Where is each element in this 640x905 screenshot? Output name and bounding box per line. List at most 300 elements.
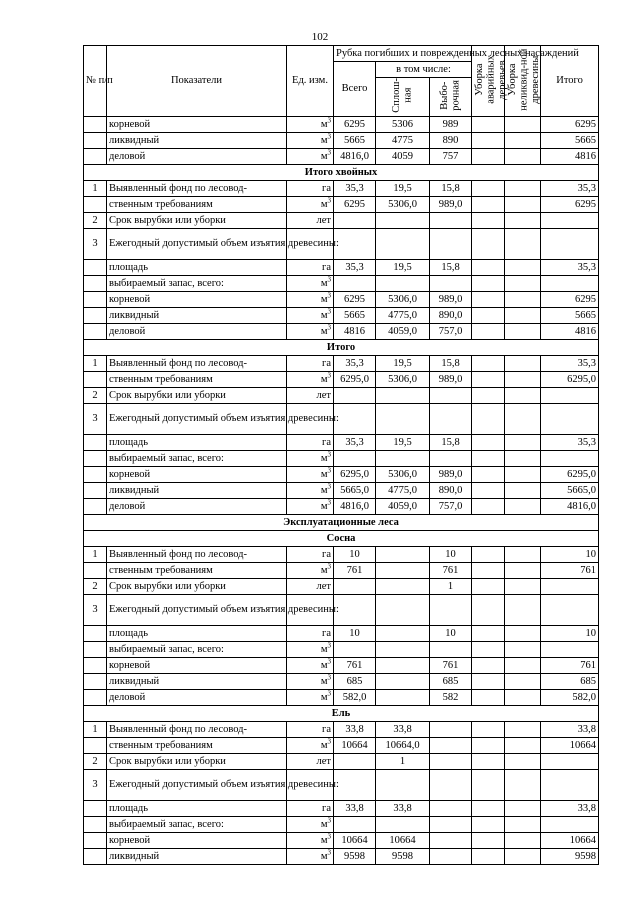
table-row (84, 498, 599, 514)
cell-sum: 33,8 (541, 800, 599, 816)
row-unit (287, 641, 334, 657)
unit-text: га (322, 436, 331, 448)
table-row (84, 387, 599, 403)
unit-text: м (320, 564, 328, 576)
row-unit (287, 275, 334, 291)
cell-clear: 4059,0 (376, 498, 430, 514)
unit-text: лет (316, 580, 331, 592)
unit-text: м (320, 150, 328, 162)
table-row (84, 355, 599, 371)
cell-selective: 15,8 (430, 259, 472, 275)
row-label: деловой (107, 498, 287, 514)
cell-illiquid (505, 641, 541, 657)
table-row (84, 196, 599, 212)
row-label: ликвидный (107, 848, 287, 864)
cell-total: 35,3 (334, 259, 376, 275)
cell-illiquid (505, 800, 541, 816)
cell-selective (430, 816, 472, 832)
row-number (84, 307, 107, 323)
unit-text: м (320, 739, 328, 751)
cell-illiquid (505, 769, 541, 800)
table-row (84, 594, 599, 625)
cell-clear (376, 578, 430, 594)
cell-selective: 582 (430, 689, 472, 705)
cell-sum: 761 (541, 562, 599, 578)
section-title: Сосна (84, 530, 599, 546)
row-unit (287, 562, 334, 578)
cell-emergency (472, 403, 505, 434)
cell-total: 35,3 (334, 355, 376, 371)
row-number (84, 132, 107, 148)
unit-superscript: 3 (327, 275, 331, 284)
cell-clear (376, 403, 430, 434)
cell-total: 582,0 (334, 689, 376, 705)
row-unit (287, 721, 334, 737)
table-row (84, 259, 599, 275)
table-row (84, 562, 599, 578)
cell-total: 6295 (334, 291, 376, 307)
row-label: Выявленный фонд по лесовод- (107, 180, 287, 196)
cell-sum: 10664 (541, 832, 599, 848)
unit-superscript: 3 (327, 132, 331, 141)
cell-illiquid (505, 594, 541, 625)
table-row (84, 482, 599, 498)
section-title: Итого (84, 339, 599, 355)
cell-illiquid (505, 371, 541, 387)
table-row (84, 132, 599, 148)
cell-clear: 19,5 (376, 355, 430, 371)
table-row (84, 625, 599, 641)
unit-text: м (320, 500, 328, 512)
cell-selective (430, 848, 472, 864)
cell-emergency (472, 498, 505, 514)
cell-illiquid (505, 434, 541, 450)
cell-sum: 9598 (541, 848, 599, 864)
cell-sum: 6295 (541, 116, 599, 132)
row-number: 2 (84, 212, 107, 228)
cell-selective: 15,8 (430, 434, 472, 450)
cell-total: 685 (334, 673, 376, 689)
cell-illiquid (505, 275, 541, 291)
cell-sum: 5665 (541, 307, 599, 323)
cell-emergency (472, 434, 505, 450)
cell-sum (541, 387, 599, 403)
cell-sum: 10 (541, 546, 599, 562)
unit-text: м (320, 309, 328, 321)
table-row (84, 307, 599, 323)
row-label: Ежегодный допустимый объем изъятия древесины: (107, 594, 287, 625)
cell-total: 10 (334, 625, 376, 641)
row-number (84, 657, 107, 673)
cell-clear (376, 546, 430, 562)
unit-superscript: 3 (327, 737, 331, 746)
row-label: Срок вырубки или уборки (107, 387, 287, 403)
row-number (84, 259, 107, 275)
row-label: Срок вырубки или уборки (107, 578, 287, 594)
unit-text: м (320, 134, 328, 146)
cell-clear: 5306,0 (376, 466, 430, 482)
unit-text: м (320, 675, 328, 687)
cell-selective (430, 403, 472, 434)
header-grand-total: Итого (541, 46, 599, 117)
row-unit (287, 689, 334, 705)
cell-emergency (472, 355, 505, 371)
row-number: 1 (84, 355, 107, 371)
unit-superscript: 3 (327, 291, 331, 300)
unit-text: м (320, 293, 328, 305)
unit-superscript: 3 (327, 466, 331, 475)
cell-total (334, 816, 376, 832)
table-row (84, 657, 599, 673)
row-label: Срок вырубки или уборки (107, 753, 287, 769)
cell-clear: 19,5 (376, 180, 430, 196)
row-number (84, 434, 107, 450)
cell-emergency (472, 387, 505, 403)
header-selective: Выбо-рочная (438, 80, 462, 111)
cell-sum (541, 641, 599, 657)
cell-sum: 5665,0 (541, 482, 599, 498)
unit-text: га (322, 802, 331, 814)
row-label: ственным требованиям (107, 737, 287, 753)
page-number: 102 (311, 31, 329, 43)
row-unit (287, 546, 334, 562)
row-label: выбираемый запас, всего: (107, 275, 287, 291)
cell-emergency (472, 641, 505, 657)
cell-illiquid (505, 307, 541, 323)
cell-sum: 6295,0 (541, 371, 599, 387)
unit-superscript: 3 (327, 148, 331, 157)
row-number: 1 (84, 546, 107, 562)
cell-emergency (472, 148, 505, 164)
cell-illiquid (505, 196, 541, 212)
cell-selective: 890 (430, 132, 472, 148)
row-label: корневой (107, 832, 287, 848)
cell-total: 4816 (334, 323, 376, 339)
row-unit (287, 466, 334, 482)
cell-total: 10664 (334, 832, 376, 848)
cell-illiquid (505, 403, 541, 434)
cell-sum: 761 (541, 657, 599, 673)
cell-emergency (472, 212, 505, 228)
cell-clear (376, 625, 430, 641)
row-label: ликвидный (107, 482, 287, 498)
cell-selective: 989,0 (430, 371, 472, 387)
cell-selective: 1 (430, 578, 472, 594)
cell-clear: 33,8 (376, 800, 430, 816)
row-label: деловой (107, 689, 287, 705)
cell-clear: 4775,0 (376, 482, 430, 498)
row-unit (287, 753, 334, 769)
cell-emergency (472, 450, 505, 466)
cell-emergency (472, 466, 505, 482)
cell-illiquid (505, 721, 541, 737)
cell-emergency (472, 180, 505, 196)
section-title: Эксплуатационные леса (84, 514, 599, 530)
row-unit (287, 816, 334, 832)
cell-selective: 761 (430, 562, 472, 578)
row-unit (287, 371, 334, 387)
cell-illiquid (505, 625, 541, 641)
header-emergency-cell (472, 46, 509, 117)
cell-selective (430, 737, 472, 753)
row-label: деловой (107, 148, 287, 164)
row-number (84, 737, 107, 753)
row-unit (287, 848, 334, 864)
row-number (84, 466, 107, 482)
cell-clear: 4775,0 (376, 307, 430, 323)
row-label: площадь (107, 625, 287, 641)
row-number: 3 (84, 594, 107, 625)
section-title: Итого хвойных (84, 164, 599, 180)
row-label: деловой (107, 323, 287, 339)
row-number (84, 848, 107, 864)
cell-clear: 10664 (376, 832, 430, 848)
cell-total: 33,8 (334, 800, 376, 816)
row-number (84, 689, 107, 705)
row-number (84, 482, 107, 498)
row-unit (287, 737, 334, 753)
row-unit (287, 657, 334, 673)
row-number: 1 (84, 721, 107, 737)
table-row (84, 275, 599, 291)
cell-clear: 33,8 (376, 721, 430, 737)
cell-selective: 890,0 (430, 307, 472, 323)
unit-superscript: 3 (327, 657, 331, 666)
cell-total (334, 275, 376, 291)
unit-superscript: 3 (327, 673, 331, 682)
cell-sum: 35,3 (541, 259, 599, 275)
cell-selective: 989,0 (430, 196, 472, 212)
unit-superscript: 3 (327, 323, 331, 332)
cell-total: 35,3 (334, 434, 376, 450)
cell-sum: 4816,0 (541, 498, 599, 514)
cell-total: 6295 (334, 116, 376, 132)
cell-illiquid (505, 657, 541, 673)
cell-emergency (472, 689, 505, 705)
cell-sum: 6295 (541, 196, 599, 212)
row-label: ственным требованиям (107, 371, 287, 387)
cell-total: 5665,0 (334, 482, 376, 498)
cell-sum (541, 753, 599, 769)
row-number (84, 800, 107, 816)
cell-total: 10664 (334, 737, 376, 753)
cell-emergency (472, 721, 505, 737)
cell-total: 35,3 (334, 180, 376, 196)
cell-sum: 6295 (541, 291, 599, 307)
row-number (84, 275, 107, 291)
cell-illiquid (505, 132, 541, 148)
unit-text: га (322, 357, 331, 369)
cell-emergency (472, 673, 505, 689)
row-number: 3 (84, 769, 107, 800)
cell-total: 5665 (334, 132, 376, 148)
section-row (84, 339, 599, 355)
cell-clear (376, 673, 430, 689)
cell-clear (376, 212, 430, 228)
unit-text: га (322, 182, 331, 194)
cell-selective: 10 (430, 625, 472, 641)
row-label: площадь (107, 434, 287, 450)
cell-total: 9598 (334, 848, 376, 864)
row-number: 2 (84, 578, 107, 594)
table-row (84, 546, 599, 562)
row-label: площадь (107, 259, 287, 275)
cell-illiquid (505, 848, 541, 864)
cell-sum (541, 816, 599, 832)
row-number (84, 673, 107, 689)
cell-selective (430, 800, 472, 816)
cell-total (334, 228, 376, 259)
cell-emergency (472, 259, 505, 275)
cell-sum (541, 212, 599, 228)
cell-sum: 4816 (541, 148, 599, 164)
cell-total (334, 753, 376, 769)
cell-emergency (472, 816, 505, 832)
table-row (84, 228, 599, 259)
row-number: 1 (84, 180, 107, 196)
cell-emergency (472, 482, 505, 498)
cell-emergency (472, 562, 505, 578)
unit-text: лет (316, 755, 331, 767)
cell-emergency (472, 196, 505, 212)
unit-superscript: 3 (327, 816, 331, 825)
cell-illiquid (505, 562, 541, 578)
cell-selective (430, 450, 472, 466)
table-body (84, 116, 599, 864)
cell-emergency (472, 307, 505, 323)
section-title: Ель (84, 705, 599, 721)
header-felling-group: Рубка погибших и поврежденных лесных насаждений (334, 46, 472, 62)
cell-clear (376, 562, 430, 578)
cell-total (334, 769, 376, 800)
header-total: Всего (334, 62, 376, 117)
table-row (84, 769, 599, 800)
section-row (84, 530, 599, 546)
cell-illiquid (505, 355, 541, 371)
row-label: Ежегодный допустимый объем изъятия древесины: (107, 403, 287, 434)
cell-selective: 989,0 (430, 466, 472, 482)
table-row (84, 450, 599, 466)
row-unit (287, 673, 334, 689)
cell-clear: 4775 (376, 132, 430, 148)
header-emergency: Уборка аварийных деревьев (474, 55, 509, 104)
unit-text: м (320, 850, 328, 862)
row-unit (287, 259, 334, 275)
row-label: площадь (107, 800, 287, 816)
cell-total (334, 641, 376, 657)
cell-sum (541, 578, 599, 594)
table-row (84, 800, 599, 816)
cell-selective (430, 228, 472, 259)
row-unit (287, 800, 334, 816)
table-row (84, 816, 599, 832)
header-illiquid-cell (505, 46, 541, 117)
section-row (84, 705, 599, 721)
unit-text: м (320, 484, 328, 496)
row-label: ликвидный (107, 307, 287, 323)
table-row (84, 641, 599, 657)
header-illiquid: Уборка неликвид-ной древесины (507, 48, 542, 111)
cell-emergency (472, 753, 505, 769)
cell-clear (376, 641, 430, 657)
cell-sum: 685 (541, 673, 599, 689)
cell-sum: 35,3 (541, 180, 599, 196)
row-number (84, 498, 107, 514)
header-clear: Сплош-ная (390, 78, 414, 113)
table-row (84, 578, 599, 594)
cell-illiquid (505, 753, 541, 769)
cell-selective: 15,8 (430, 355, 472, 371)
cell-illiquid (505, 737, 541, 753)
table-row (84, 323, 599, 339)
cell-emergency (472, 275, 505, 291)
table-row (84, 291, 599, 307)
cell-emergency (472, 578, 505, 594)
row-unit (287, 450, 334, 466)
cell-clear (376, 769, 430, 800)
row-unit (287, 498, 334, 514)
cell-total: 6295 (334, 196, 376, 212)
table-row (84, 721, 599, 737)
cell-sum: 5665 (541, 132, 599, 148)
cell-total (334, 450, 376, 466)
row-label: Ежегодный допустимый объем изъятия древесины: (107, 228, 287, 259)
cell-illiquid (505, 498, 541, 514)
unit-text: м (320, 325, 328, 337)
row-number (84, 116, 107, 132)
cell-sum: 4816 (541, 323, 599, 339)
table-row (84, 832, 599, 848)
forest-felling-table (83, 45, 599, 865)
cell-selective: 761 (430, 657, 472, 673)
cell-sum (541, 275, 599, 291)
row-unit (287, 180, 334, 196)
row-unit (287, 387, 334, 403)
table-row (84, 689, 599, 705)
cell-illiquid (505, 578, 541, 594)
cell-total (334, 403, 376, 434)
cell-total: 5665 (334, 307, 376, 323)
cell-illiquid (505, 482, 541, 498)
unit-text: м (320, 468, 328, 480)
cell-selective (430, 594, 472, 625)
row-unit (287, 323, 334, 339)
row-label: ликвидный (107, 673, 287, 689)
table-row (84, 403, 599, 434)
row-label: корневой (107, 657, 287, 673)
unit-text: лет (316, 389, 331, 401)
cell-emergency (472, 848, 505, 864)
cell-selective (430, 212, 472, 228)
cell-emergency (472, 737, 505, 753)
row-label: Выявленный фонд по лесовод- (107, 355, 287, 371)
cell-total (334, 212, 376, 228)
cell-illiquid (505, 180, 541, 196)
cell-selective: 10 (430, 546, 472, 562)
cell-emergency (472, 546, 505, 562)
cell-illiquid (505, 816, 541, 832)
cell-selective (430, 721, 472, 737)
unit-text: м (320, 691, 328, 703)
row-label: выбираемый запас, всего: (107, 816, 287, 832)
unit-superscript: 3 (327, 562, 331, 571)
table-row (84, 180, 599, 196)
cell-sum: 35,3 (541, 355, 599, 371)
unit-text: м (320, 277, 328, 289)
header-unit: Ед. изм. (287, 46, 334, 117)
cell-emergency (472, 228, 505, 259)
cell-selective (430, 769, 472, 800)
